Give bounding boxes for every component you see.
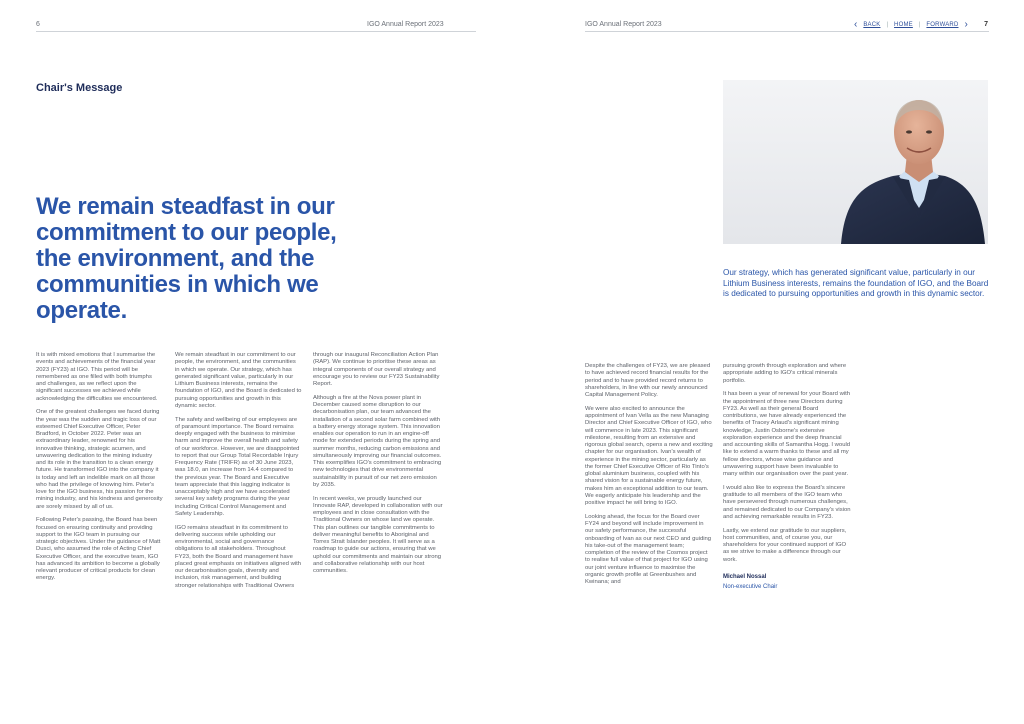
paragraph: It has been a year of renewal for your Board with the appointment of three new Directors during FY23. As well as their general Board contributions, we have already experienced the benefits of Tracey Arlaud's significant mining knowledge, Justin Osborne's extensive exploration experience and the deep financial and accounting skills of Samantha Hogg. I would like to extend a warm thanks to these and all my fellow directors, whose wise guidance and unwavering support have been invaluable to many within our organisation over the past year. (723, 391, 851, 477)
paragraph: We were also excited to announce the appointment of Ivan Vella as the new Managing Director and Chief Executive Officer of IGO, who will commence in late 2023. This significant milestone, resulting from an extensive and rigorous global search, opens a new and exciting chapter for our organisation. Ivan's wealth of experience in the mining sector, particularly as the former Chief Executive Officer of Rio Tinto's global aluminium business, coupled with his shared vision for a sustainable energy future, makes him an exceptional addition to our team. We eagerly anticipate his leadership and the positive impact he will bring to IGO. (585, 405, 713, 506)
paragraph: We remain steadfast in our commitment to our people, the environment, and the communities in which we operate. Our strategy, which has generated significant value, particularly in our Lithium Business interests, remains the foundation of IGO, and the Board is dedicated to pursuing opportunities and growth in this dynamic sector. (175, 352, 302, 409)
header-divider (36, 31, 476, 32)
chevron-right-icon[interactable]: › (964, 19, 968, 30)
paragraph: In recent weeks, we proudly launched our Innovate RAP, developed in collaboration with our employees and in close consultation with the Traditional Owners on whose land we operate. This plan outlines our tangible commitments to deliver meaningful benefits to Aboriginal and Torres Strait Islander peoples. It will serve as a roadmap to guide our actions, ensuring that we uphold our commitments and maintain our strong and collaborative relationship with our host communities. (313, 495, 443, 574)
pull-quote: Our strategy, which has generated significant value, particularly in our Lithium Business interests, remains the foundation of IGO, and the Board is dedicated to pursuing opportunities and growth in this dynamic sector. (723, 268, 989, 299)
section-title: Chair's Message (36, 82, 123, 94)
running-title: IGO Annual Report 2023 (367, 21, 444, 28)
back-link[interactable]: BACK (863, 22, 881, 28)
body-column-2 (723, 363, 851, 591)
forward-link[interactable]: FORWARD (926, 22, 959, 28)
paragraph: It is with mixed emotions that I summarise the events and achievements of the financial year 2023 (FY23) at IGO. This period will be remembered as one filled with both triumphs and challenges, as we reflect upon the significant successes we achieved while acknowledging the difficulties we encountered. (36, 352, 158, 402)
paragraph: I would also like to express the Board's sincere gratitude to all members of the IGO team who have persevered through numerous challenges, and remained dedicated to our Company's vision and achieving remarkable results in FY23. (723, 484, 851, 520)
paragraph: Following Peter's passing, the Board has been focused on ensuring continuity and providing support to the IGO team in pursuing our strategic objectives. Under the guidance of Matt Dusci, who assumed the role of Acting Chief Executive Officer, and the executive team, IGO has advanced its ambition to become a globally relevant producer of critical products for clean energy. (36, 517, 161, 582)
portrait-illustration (723, 80, 988, 244)
home-link[interactable]: HOME (894, 22, 913, 28)
paragraph: through our inaugural Reconciliation Action Plan (RAP). We continue to prioritise these areas as integral components of our overall strategy and encourage you to review our FY23 Sustainability Report. (313, 352, 440, 387)
paragraph: Despite the challenges of FY23, we are pleased to have achieved record financial results for the period and to have provided record returns to shareholders, in line with our newly announced Capital Management Policy. (585, 363, 711, 398)
headline: We remain steadfast in our commitment to our people, the environment, and the communities in which we operate. (36, 193, 337, 324)
signatory-role: Non-executive Chair (723, 584, 778, 590)
signatory-name: Michael Nossal (723, 573, 767, 580)
paragraph: The safety and wellbeing of our employees are of paramount importance. The Board remains deeply engaged with the business to minimise harm and improve the overall health and safety of our workforce. However, we are disappointed to report that our Group Total Recordable Injury Frequency Rate (TRIFR) as of 30 June 2023, was 18.0, an increase from 14.4 compared to the previous year. The Board and Executive team appreciate that this lagging indicator is unacceptably high and we have accelerated several key safety programs during the year including Critical Control Management and Safety Leadership. (175, 416, 300, 517)
chair-portrait-photo (723, 80, 988, 244)
page-navigation (854, 20, 968, 30)
chevron-left-icon[interactable]: ‹ (854, 19, 858, 30)
running-title: IGO Annual Report 2023 (585, 21, 662, 28)
body-column-3 (313, 352, 443, 582)
paragraph: Lastly, we extend our gratitude to our suppliers, host communities, and, of course you, our shareholders for your continued support of IGO as we strive to make a difference through our work. (723, 527, 847, 563)
paragraph: Looking ahead, the focus for the Board over FY24 and beyond will include improvement in our safety performance, the successful onboarding of Ivan as our next CEO and guiding his take-out of the management team; completion of the review of the Cosmos project to realise full value of that project for IGO using our joint venture influence to maximise the organic growth profile at Greenbushes and Kwinana; and (585, 513, 712, 585)
nav-separator: | (886, 22, 889, 28)
body-column-1 (36, 352, 163, 589)
nav-separator: | (918, 22, 921, 28)
page-number: 6 (36, 21, 40, 28)
right-page (512, 0, 1024, 724)
paragraph: IGO remains steadfast in its commitment to delivering success while upholding our environmental, social and governance obligations to all stakeholders. Throughout FY23, both the Board and management have placed great emphasis on initiatives aligned with our decarbonisation goals, diversity and inclusion, risk management, and building stronger relationships with Traditional Owners (175, 524, 302, 589)
paragraph: One of the greatest challenges we faced during the year was the sudden and tragic loss of our esteemed Chief Executive Officer, Peter Bradford, in October 2022. Peter was an extraordinary leader, renowned for his innovative thinking, strategic acumen, and unwavering dedication to the mining industry and its role in the transition to a clean energy future. He transformed IGO into the company it is today and left an indelible mark on all those who had the privilege of knowing him. Peter's love for the IGO business, his passion for the mining industry, and his kindness and generosity are sorely missed by all of us. (36, 409, 163, 510)
paragraph: Although a fire at the Nova power plant in December caused some disruption to our decarbonisation plan, our team advanced the installation of a second solar farm combined with a battery energy storage system. This innovation enables our operation to run in an engine-off mode for extended periods during the spring and summer months, reducing carbon emissions and simultaneously improving our financial outcomes. This exemplifies IGO's commitment to embracing new technologies that drive environmental sustainability in pursuit of our net zero emission by 2035. (313, 394, 442, 488)
paragraph: pursuing growth through exploration and where appropriate adding to IGO's critical minerals portfolio. (723, 363, 847, 384)
page-number: 7 (984, 21, 988, 28)
header-divider (585, 31, 989, 32)
body-column-2 (175, 352, 302, 596)
body-column-1 (585, 363, 713, 593)
